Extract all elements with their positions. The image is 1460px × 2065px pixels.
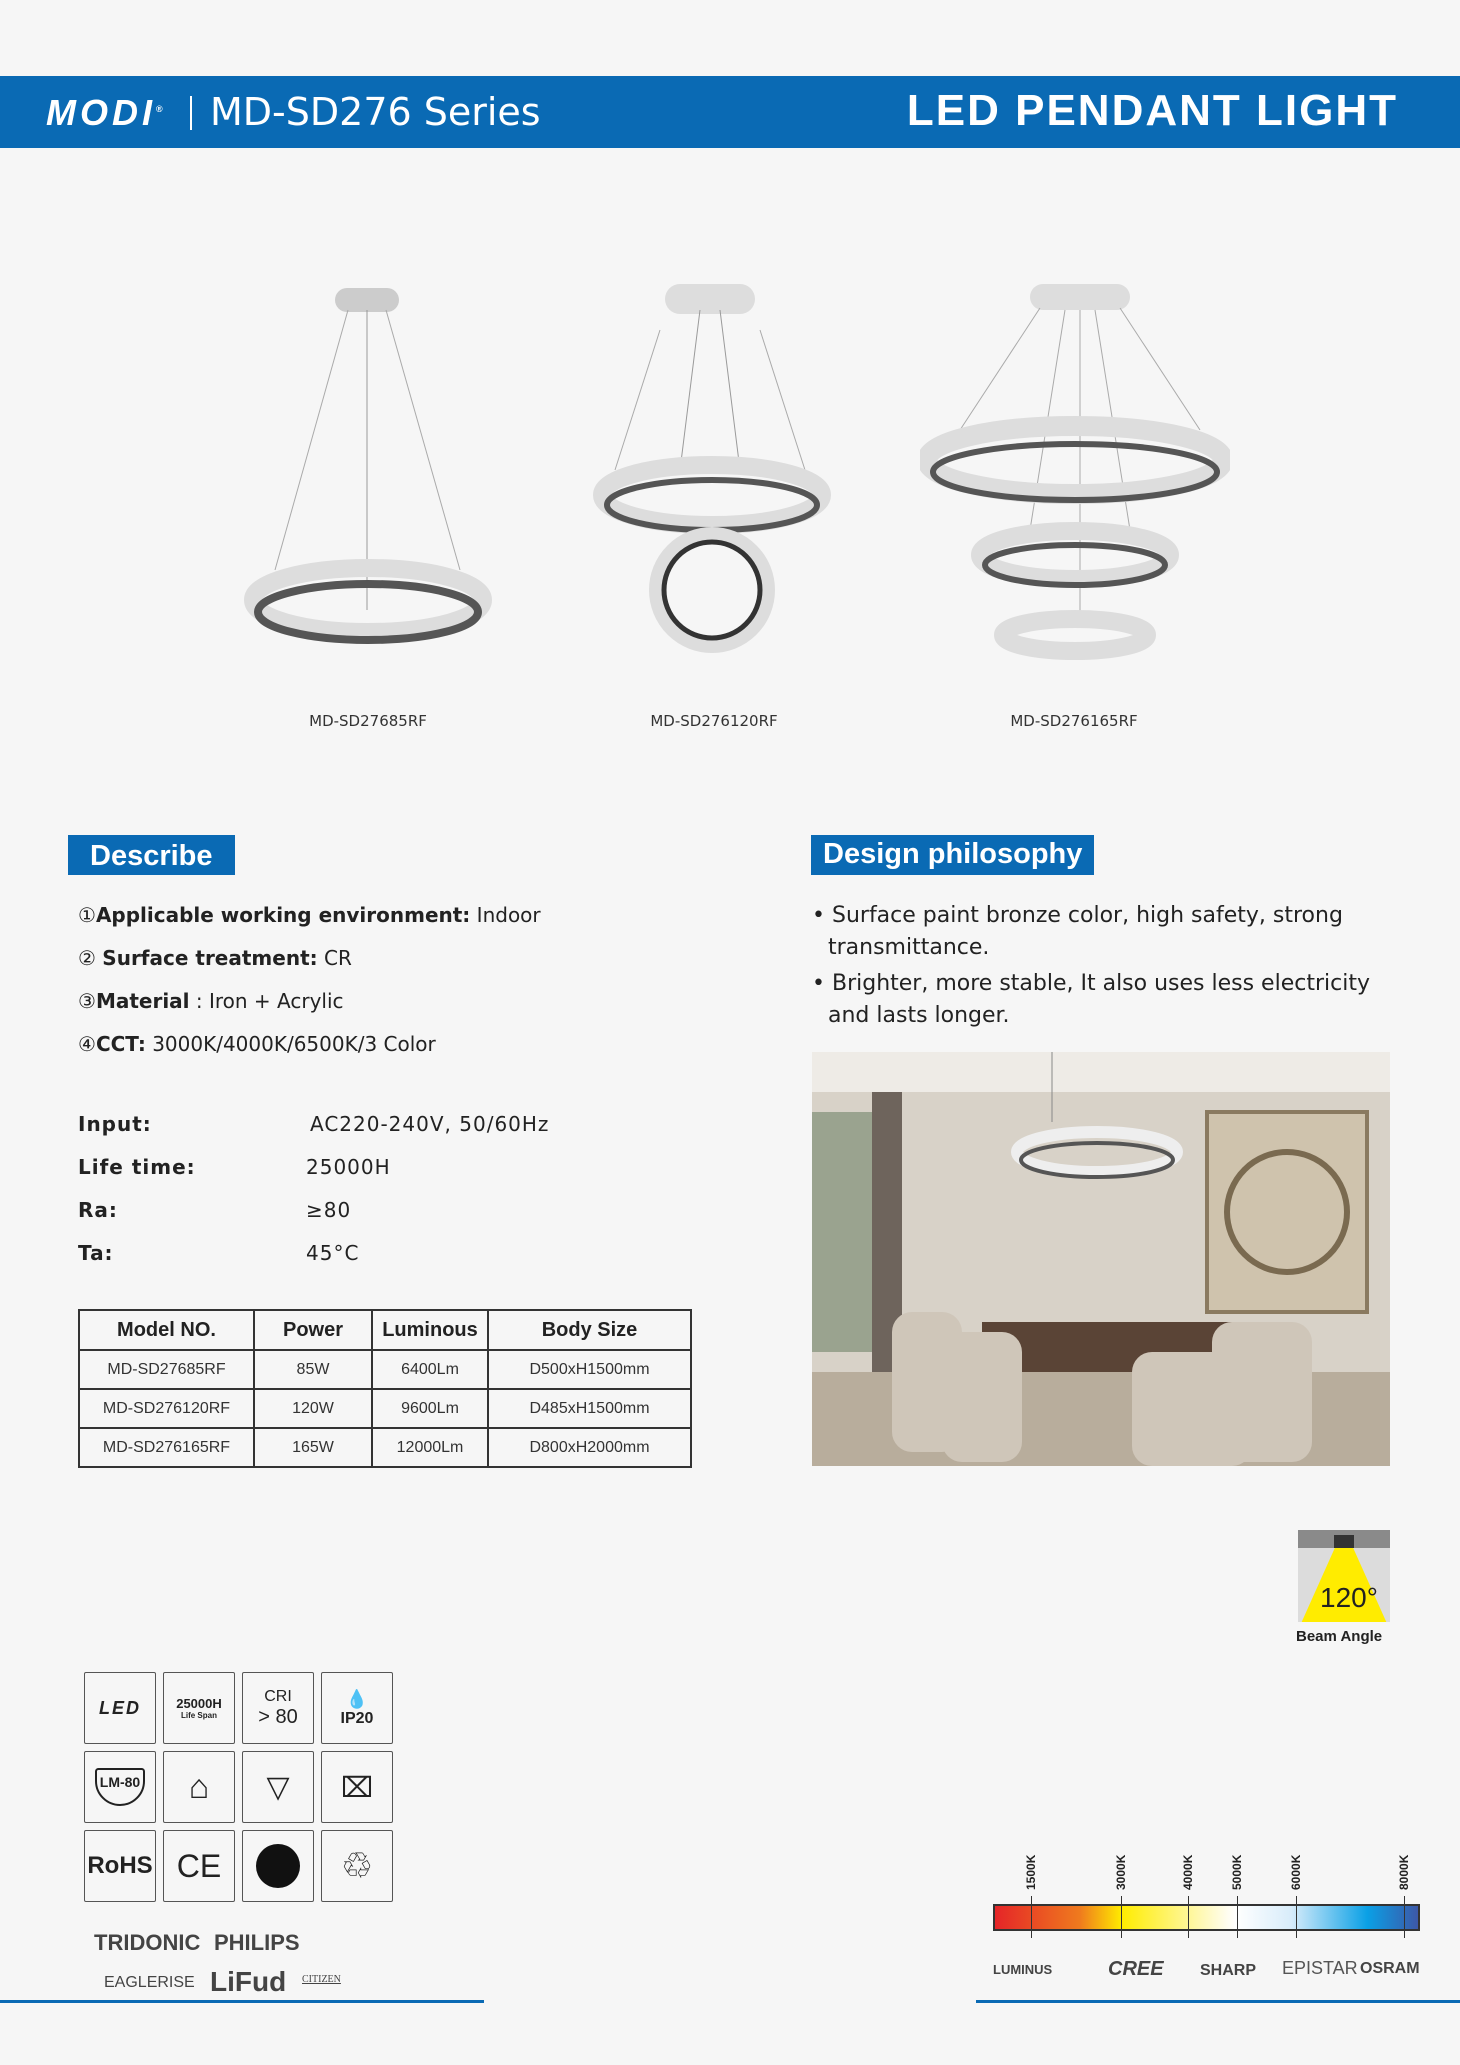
spec-value: AC220-240V, 50/60Hz [310,1112,550,1136]
cell: MD-SD27685RF [79,1350,254,1389]
beam-angle-icon [1298,1530,1390,1622]
spec-label: Ta: [78,1241,114,1265]
cell: 9600Lm [372,1389,488,1428]
header-bar [0,76,1460,148]
cct-tick [1121,1896,1122,1938]
certification-badges [84,1672,393,1902]
spec-value: 45°C [306,1241,360,1265]
beam-angle-value: 120° [1320,1582,1378,1613]
brand-logo: LiFud [210,1966,287,1997]
bullet-item: • Surface paint bronze color, high safety, strong transmittance. [812,903,1343,960]
cct-tick [1031,1896,1032,1938]
cct-tick [1237,1896,1238,1938]
table-row [79,1350,691,1389]
brand-logo: TRIDONIC [94,1930,201,1955]
cct-tick-label: 1500K [1024,1854,1038,1890]
cct-tick-label: 5000K [1230,1854,1244,1890]
spec-value: 25000H [306,1155,391,1179]
weee-bin-icon: ⌧ [321,1751,393,1823]
cct-tick [1188,1896,1189,1938]
lifespan-badge: 25000H Life Span [163,1672,235,1744]
chip-brand-logo: SHARP [1200,1962,1257,1979]
describe-item: ①Applicable working environment: Indoor [78,903,541,927]
recycle-icon: ♲ [321,1830,393,1902]
chip-brand-logo: CREE [1108,1958,1164,1980]
describe-heading: Describe [68,835,235,875]
cct-tick [1404,1896,1405,1938]
room-photo [812,1052,1390,1466]
rohs-badge: RoHS [84,1830,156,1902]
brand-logo: EAGLERISE [104,1974,195,1991]
cell: MD-SD276120RF [79,1389,254,1428]
brand-logo: CITIZEN [302,1974,341,1985]
lamp-image-1 [240,280,500,680]
cell: MD-SD276165RF [79,1428,254,1467]
ip20-badge: 💧 IP20 [321,1672,393,1744]
spec-table [78,1309,692,1468]
cct-tick-label: 6000K [1289,1854,1303,1890]
series-title: MD-SD276 Series [210,90,541,134]
design-heading: Design philosophy [811,835,1094,875]
footer-line [0,2000,484,2003]
spec-label: Life time: [78,1155,196,1179]
bullet-item: • Brighter, more stable, It also uses less electricity and lasts longer. [812,971,1370,1028]
ce-badge: CE [163,1830,235,1902]
col-header: Body Size [488,1310,691,1350]
lm80-badge: LM-80 [84,1751,156,1823]
cell: 120W [254,1389,372,1428]
cct-tick [1296,1896,1297,1938]
spec-value: ≥80 [306,1198,352,1222]
design-bullets [812,900,1372,1036]
table-header-row [79,1310,691,1350]
divider [190,96,192,130]
f-mark-icon: ▽ [242,1751,314,1823]
describe-item: ③Material : Iron + Acrylic [78,989,344,1013]
col-header: Model NO. [79,1310,254,1350]
cri-badge: CRI > 80 [242,1672,314,1744]
product-caption: MD-SD276120RF [650,712,778,730]
cct-color-bar [993,1904,1420,1931]
led-badge: LED [84,1672,156,1744]
cell: D800xH2000mm [488,1428,691,1467]
describe-item: ② Surface treatment: CR [78,946,352,970]
cell: 85W [254,1350,372,1389]
lamp-image-3 [920,280,1230,680]
table-row [79,1428,691,1467]
table-row [79,1389,691,1428]
describe-item: ④CCT: 3000K/4000K/6500K/3 Color [78,1032,436,1056]
col-header: Luminous [372,1310,488,1350]
product-caption: MD-SD276165RF [1010,712,1138,730]
product-type: LED PENDANT LIGHT [906,86,1398,135]
cell: 165W [254,1428,372,1467]
cell: 6400Lm [372,1350,488,1389]
cell: D485xH1500mm [488,1389,691,1428]
spec-label: Ra: [78,1198,118,1222]
chip-brand-logo: OSRAM [1360,1960,1420,1977]
spec-label: Input: [78,1112,152,1136]
cct-tick-label: 8000K [1397,1854,1411,1890]
chip-brand-logo: EPISTAR [1282,1958,1358,1978]
indoor-house-icon: ⌂ [163,1751,235,1823]
lamp-image-2 [590,280,850,680]
col-header: Power [254,1310,372,1350]
cct-tick-label: 3000K [1114,1854,1128,1890]
brand-logo: PHILIPS [214,1930,300,1955]
footer-line [976,2000,1460,2003]
cell: 12000Lm [372,1428,488,1467]
beam-angle-label: Beam Angle [1296,1628,1383,1645]
brand-logo: MODI® [46,92,167,133]
chip-brand-logo: LUMINUS [993,1962,1053,1977]
cct-tick-label: 4000K [1181,1854,1195,1890]
cell: D500xH1500mm [488,1350,691,1389]
product-caption: MD-SD27685RF [309,712,427,730]
green-dot-icon [242,1830,314,1902]
